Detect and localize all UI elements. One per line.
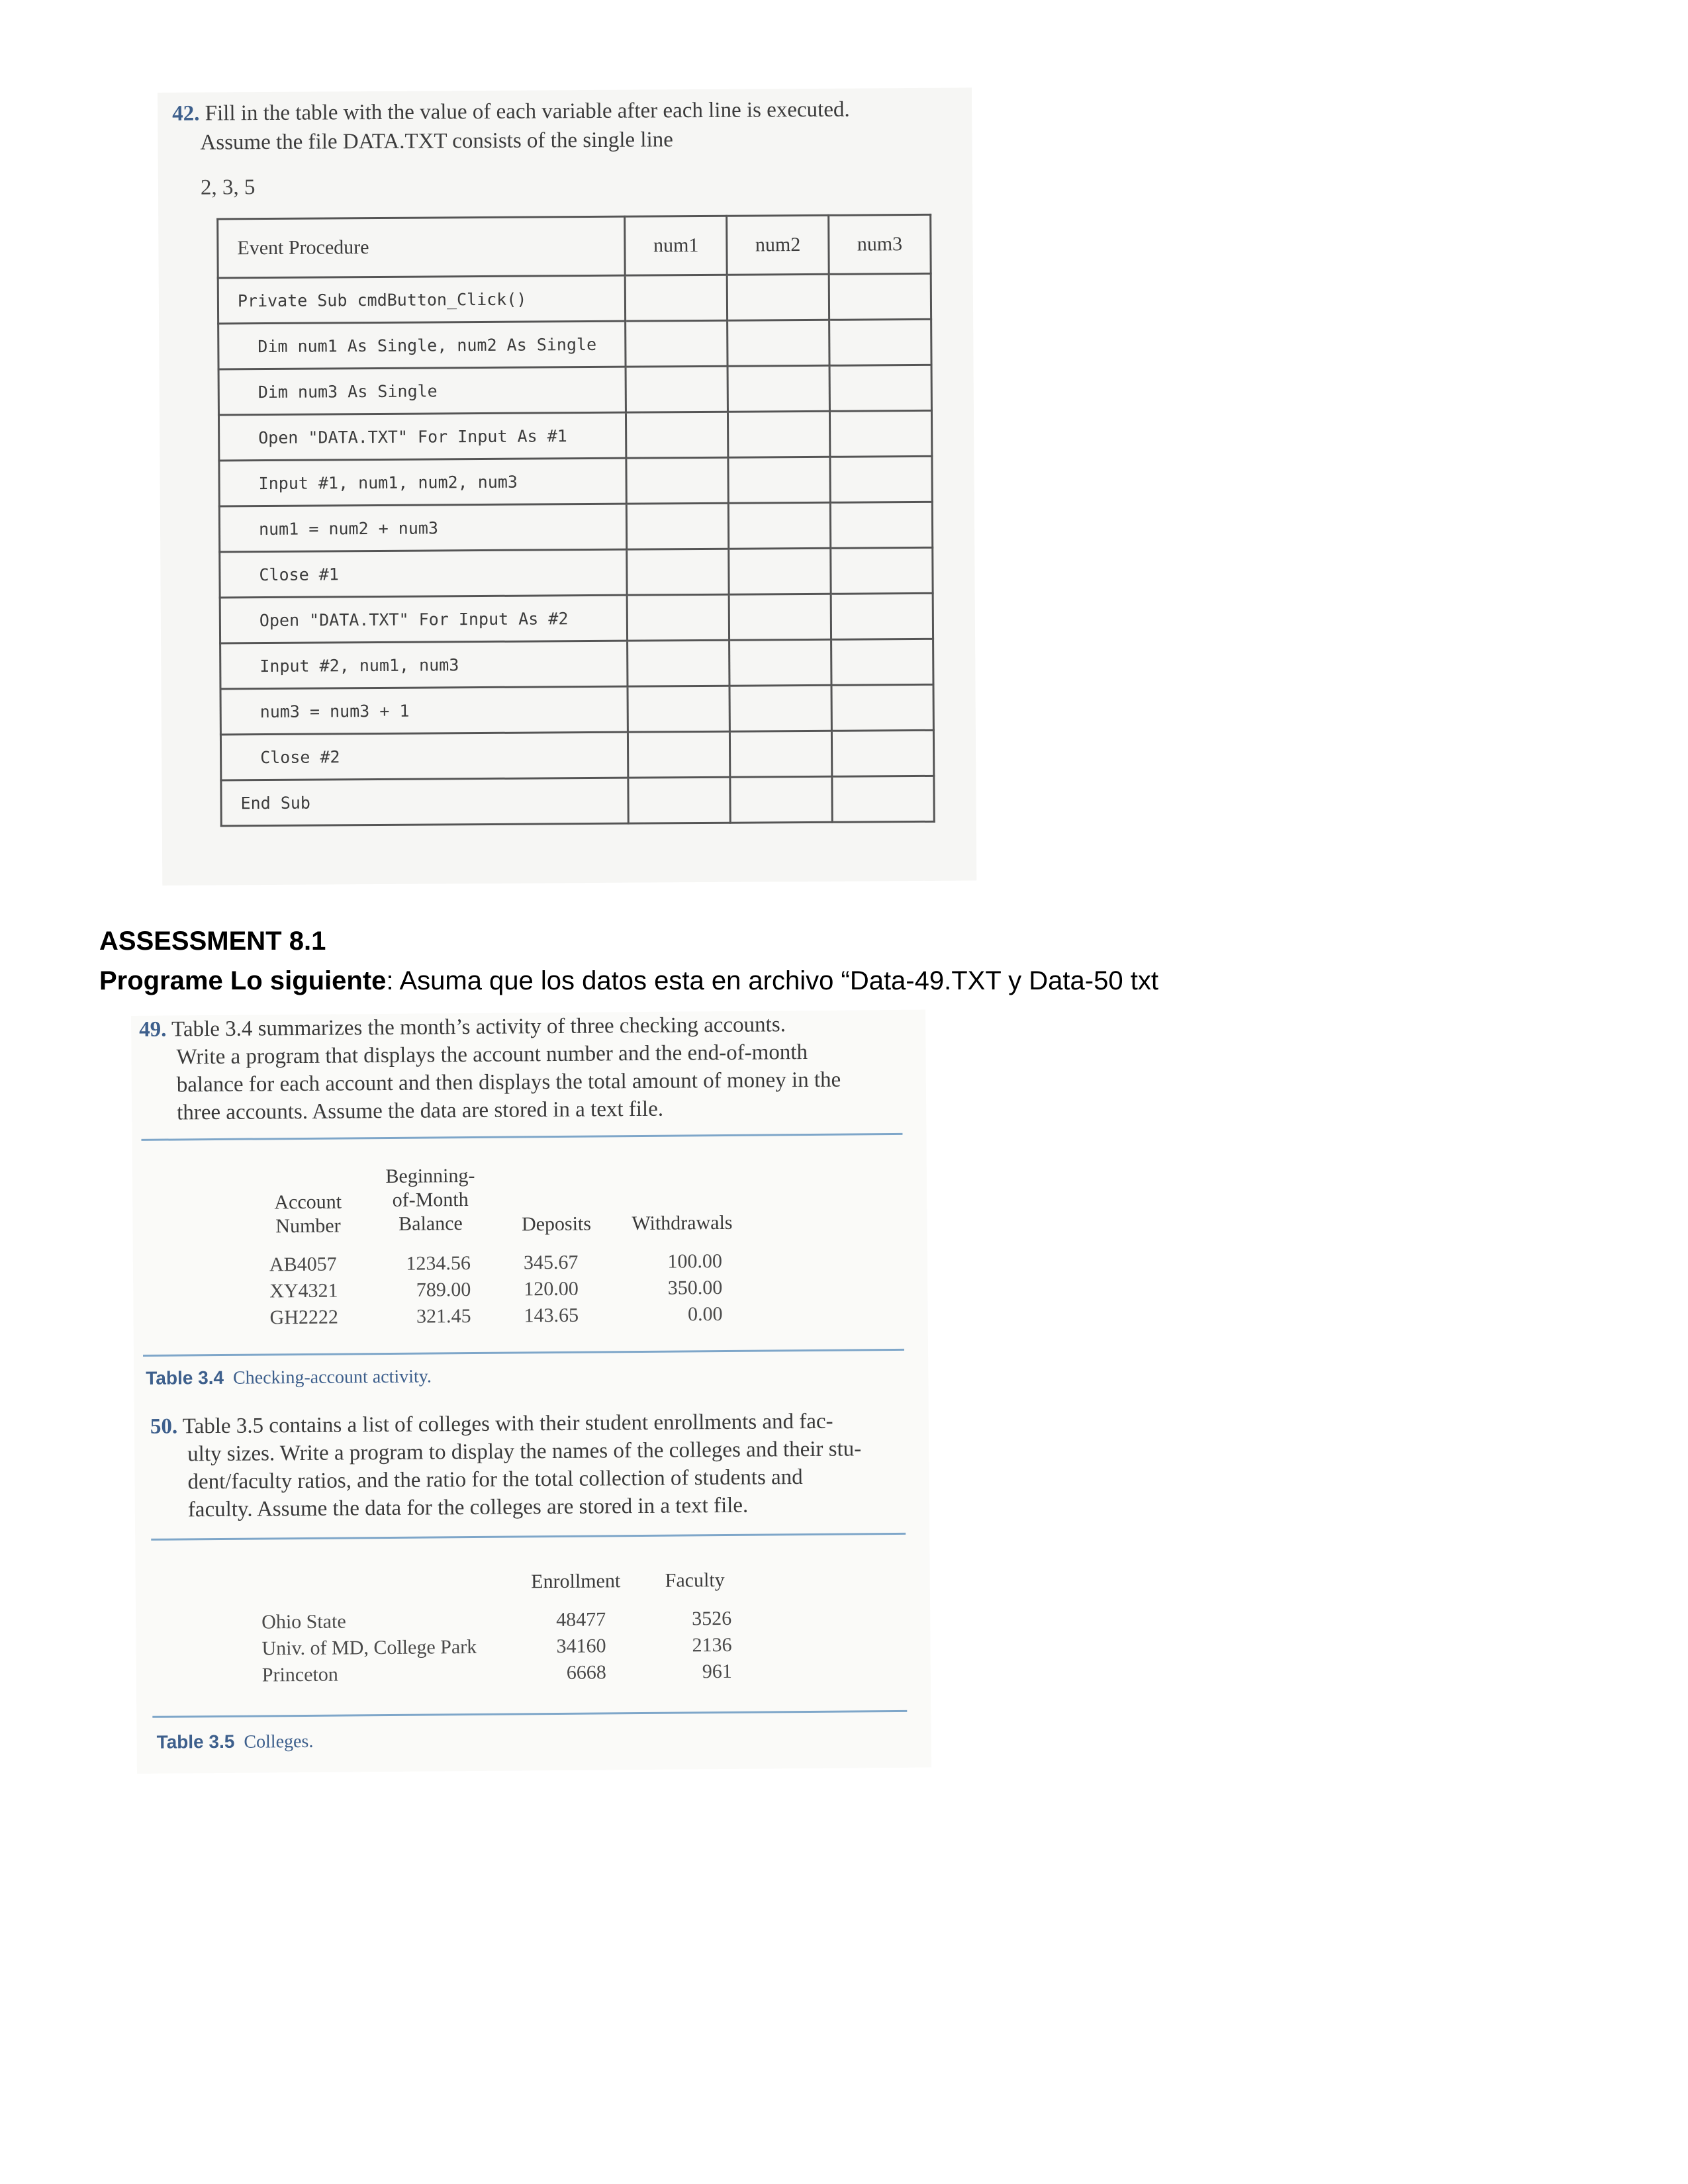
- table-cell: 120.00: [524, 1277, 579, 1300]
- table-row: [220, 593, 933, 643]
- answer-cell-num1[interactable]: [628, 594, 729, 641]
- assessment-instruction: [99, 966, 1158, 996]
- answer-cell-num1[interactable]: [626, 457, 728, 504]
- table-cell: 143.65: [524, 1304, 579, 1327]
- header-num3: num3: [829, 214, 931, 274]
- answer-cell-num2[interactable]: [728, 457, 830, 503]
- problem-number: 42.: [172, 101, 200, 126]
- instruction-bold: Programe Lo siguiente: [99, 966, 387, 995]
- table-cell: 0.00: [687, 1302, 723, 1326]
- table-cell: AB4057: [269, 1253, 337, 1276]
- table-cell: 3526: [692, 1607, 732, 1630]
- code-line: End Sub: [221, 778, 629, 826]
- table-cell: 1234.56: [406, 1251, 471, 1275]
- problem-number: 50.: [150, 1414, 178, 1439]
- caption-text: Checking-account activity.: [232, 1366, 432, 1388]
- answer-cell-num1[interactable]: [626, 366, 727, 412]
- header-num2: num2: [727, 215, 829, 275]
- header-account-number: [265, 1190, 352, 1238]
- table-cell: 6668: [566, 1661, 606, 1684]
- answer-cell-num3[interactable]: [832, 730, 934, 776]
- column-enrollment: [533, 1606, 606, 1686]
- table-cell: Princeton: [261, 1663, 338, 1686]
- answer-cell-num2[interactable]: [729, 685, 831, 731]
- answer-cell-num2[interactable]: [727, 274, 829, 320]
- problem-49-statement: [139, 1010, 901, 1127]
- statement-line: Assume the file DATA.TXT consists of the single line: [200, 128, 673, 155]
- table-cell: 345.67: [523, 1251, 579, 1274]
- answer-cell-num3[interactable]: [831, 684, 933, 731]
- data-file-line: 2, 3, 5: [200, 175, 256, 200]
- table-cell: 961: [702, 1660, 732, 1683]
- answer-cell-num1[interactable]: [627, 503, 729, 549]
- column-beginning-balance: [398, 1250, 471, 1330]
- table-cell: Ohio State: [261, 1610, 346, 1633]
- statement-line: faculty. Assume the data for the colleges are stored in a text file.: [187, 1493, 749, 1522]
- problem-42-statement: [172, 95, 954, 158]
- header-num1: num1: [625, 216, 727, 275]
- statement-line: ulty sizes. Write a program to display the names of the colleges and their stu-: [187, 1437, 862, 1467]
- answer-cell-num2[interactable]: [729, 639, 831, 686]
- table-row: [218, 319, 931, 369]
- answer-cell-num3[interactable]: [830, 456, 932, 502]
- code-line: Close #1: [220, 549, 628, 598]
- instruction-rest: : Asuma que los datos esta en archivo “Data-49.TXT y Data-50 txt: [386, 966, 1158, 995]
- caption-text: Colleges.: [244, 1731, 314, 1752]
- table-row: [220, 547, 933, 598]
- code-line: Close #2: [220, 732, 628, 780]
- header-deposits: Deposits: [521, 1212, 592, 1236]
- answer-cell-num1[interactable]: [628, 777, 730, 823]
- table-cell: GH2222: [269, 1306, 339, 1329]
- table-cell: XY4321: [269, 1279, 338, 1302]
- answer-cell-num3[interactable]: [831, 547, 933, 594]
- table-rule: [143, 1349, 904, 1357]
- header-line: Balance: [399, 1212, 463, 1235]
- trace-table: [216, 214, 935, 827]
- code-line: Open "DATA.TXT" For Input As #1: [218, 412, 626, 461]
- statement-line: Fill in the table with the value of each variable after each line is executed.: [205, 97, 850, 126]
- table-cell: 34160: [556, 1635, 606, 1657]
- header-line: of-Month: [392, 1189, 469, 1211]
- column-account-number: [269, 1251, 363, 1331]
- table-row: [221, 776, 934, 826]
- answer-cell-num1[interactable]: [626, 320, 727, 367]
- answer-cell-num2[interactable]: [727, 320, 829, 366]
- statement-line: Write a program that displays the account number and the end-of-month: [176, 1040, 808, 1069]
- statement-line: Table 3.5 contains a list of colleges with their student enrollments and fac-: [182, 1409, 833, 1439]
- answer-cell-num1[interactable]: [626, 275, 727, 321]
- header-event-procedure: Event Procedure: [218, 216, 626, 278]
- answer-cell-num3[interactable]: [831, 593, 933, 639]
- answer-cell-num3[interactable]: [830, 502, 932, 548]
- answer-cell-num2[interactable]: [729, 548, 831, 594]
- code-line: num1 = num2 + num3: [219, 504, 627, 552]
- table-cell: Univ. of MD, College Park: [261, 1635, 477, 1660]
- column-faculty: [659, 1606, 732, 1686]
- column-deposits: [524, 1249, 597, 1329]
- table-caption: [146, 1365, 432, 1389]
- code-line: num3 = num3 + 1: [220, 686, 628, 735]
- problem-50-statement: [150, 1407, 906, 1524]
- answer-cell-num2[interactable]: [728, 411, 830, 457]
- table-cell: 2136: [692, 1633, 732, 1657]
- header-faculty: Faculty: [665, 1569, 725, 1592]
- table-row: [218, 365, 931, 415]
- table-cell: 321.45: [416, 1304, 471, 1328]
- table-row: [219, 502, 932, 552]
- header-line: Account: [274, 1191, 342, 1214]
- assessment-title: ASSESSMENT 8.1: [99, 927, 326, 956]
- table-row: [218, 410, 931, 461]
- column-withdrawals: [649, 1248, 723, 1328]
- table-row: [220, 684, 933, 735]
- header-line: Number: [275, 1214, 341, 1238]
- answer-cell-num3[interactable]: [831, 639, 933, 685]
- answer-cell-num1[interactable]: [628, 731, 730, 778]
- header-withdrawals: Withdrawals: [632, 1211, 733, 1235]
- answer-cell-num2[interactable]: [730, 731, 832, 777]
- answer-cell-num1[interactable]: [628, 640, 729, 686]
- statement-line: Table 3.4 summarizes the month’s activity of three checking accounts.: [171, 1013, 786, 1042]
- table-row: [218, 273, 931, 324]
- answer-cell-num2[interactable]: [729, 594, 831, 640]
- answer-cell-num3[interactable]: [830, 410, 932, 457]
- answer-cell-num1[interactable]: [627, 549, 729, 595]
- statement-line: dent/faculty ratios, and the ratio for the total collection of students and: [187, 1465, 803, 1494]
- answer-cell-num3[interactable]: [829, 319, 931, 365]
- code-line: Private Sub cmdButton_Click(): [218, 275, 626, 324]
- table-cell: 350.00: [667, 1276, 723, 1299]
- code-line: Dim num1 As Single, num2 As Single: [218, 321, 626, 369]
- column-college: [261, 1607, 514, 1688]
- problem-number: 49.: [139, 1017, 167, 1042]
- table-cell: 48477: [556, 1608, 606, 1631]
- answer-cell-num2[interactable]: [729, 502, 831, 549]
- table-cell: 100.00: [667, 1250, 723, 1273]
- code-line: Dim num3 As Single: [218, 367, 626, 415]
- answer-cell-num1[interactable]: [626, 412, 728, 458]
- problems-49-50-scan: [131, 1010, 931, 1774]
- problem-42-scan: [158, 87, 976, 885]
- table-rule: [152, 1710, 907, 1718]
- code-line: Input #2, num1, num3: [220, 641, 628, 689]
- header-enrollment: Enrollment: [531, 1570, 621, 1593]
- statement-line: balance for each account and then displays the total amount of money in the: [176, 1068, 841, 1097]
- table-row: [220, 730, 933, 780]
- table-rule: [141, 1133, 902, 1141]
- table-rule: [151, 1533, 906, 1541]
- answer-cell-num3[interactable]: [829, 365, 931, 411]
- caption-label: Table 3.5: [156, 1731, 235, 1752]
- answer-cell-num1[interactable]: [628, 686, 729, 732]
- answer-cell-num2[interactable]: [727, 365, 829, 412]
- table-cell: 789.00: [416, 1278, 471, 1301]
- answer-cell-num3[interactable]: [829, 273, 931, 320]
- table-caption: [156, 1731, 313, 1754]
- code-line: Open "DATA.TXT" For Input As #2: [220, 595, 628, 643]
- table-row: [219, 456, 932, 506]
- table-header-row: [218, 214, 931, 278]
- table-row: [220, 639, 933, 689]
- caption-label: Table 3.4: [146, 1367, 224, 1388]
- statement-line: three accounts. Assume the data are stored in a text file.: [177, 1097, 664, 1125]
- answer-cell-num2[interactable]: [730, 776, 832, 823]
- code-line: Input #1, num1, num2, num3: [219, 458, 627, 506]
- answer-cell-num3[interactable]: [832, 776, 934, 822]
- header-line: Beginning-: [385, 1164, 475, 1187]
- header-beginning-balance: [371, 1164, 491, 1236]
